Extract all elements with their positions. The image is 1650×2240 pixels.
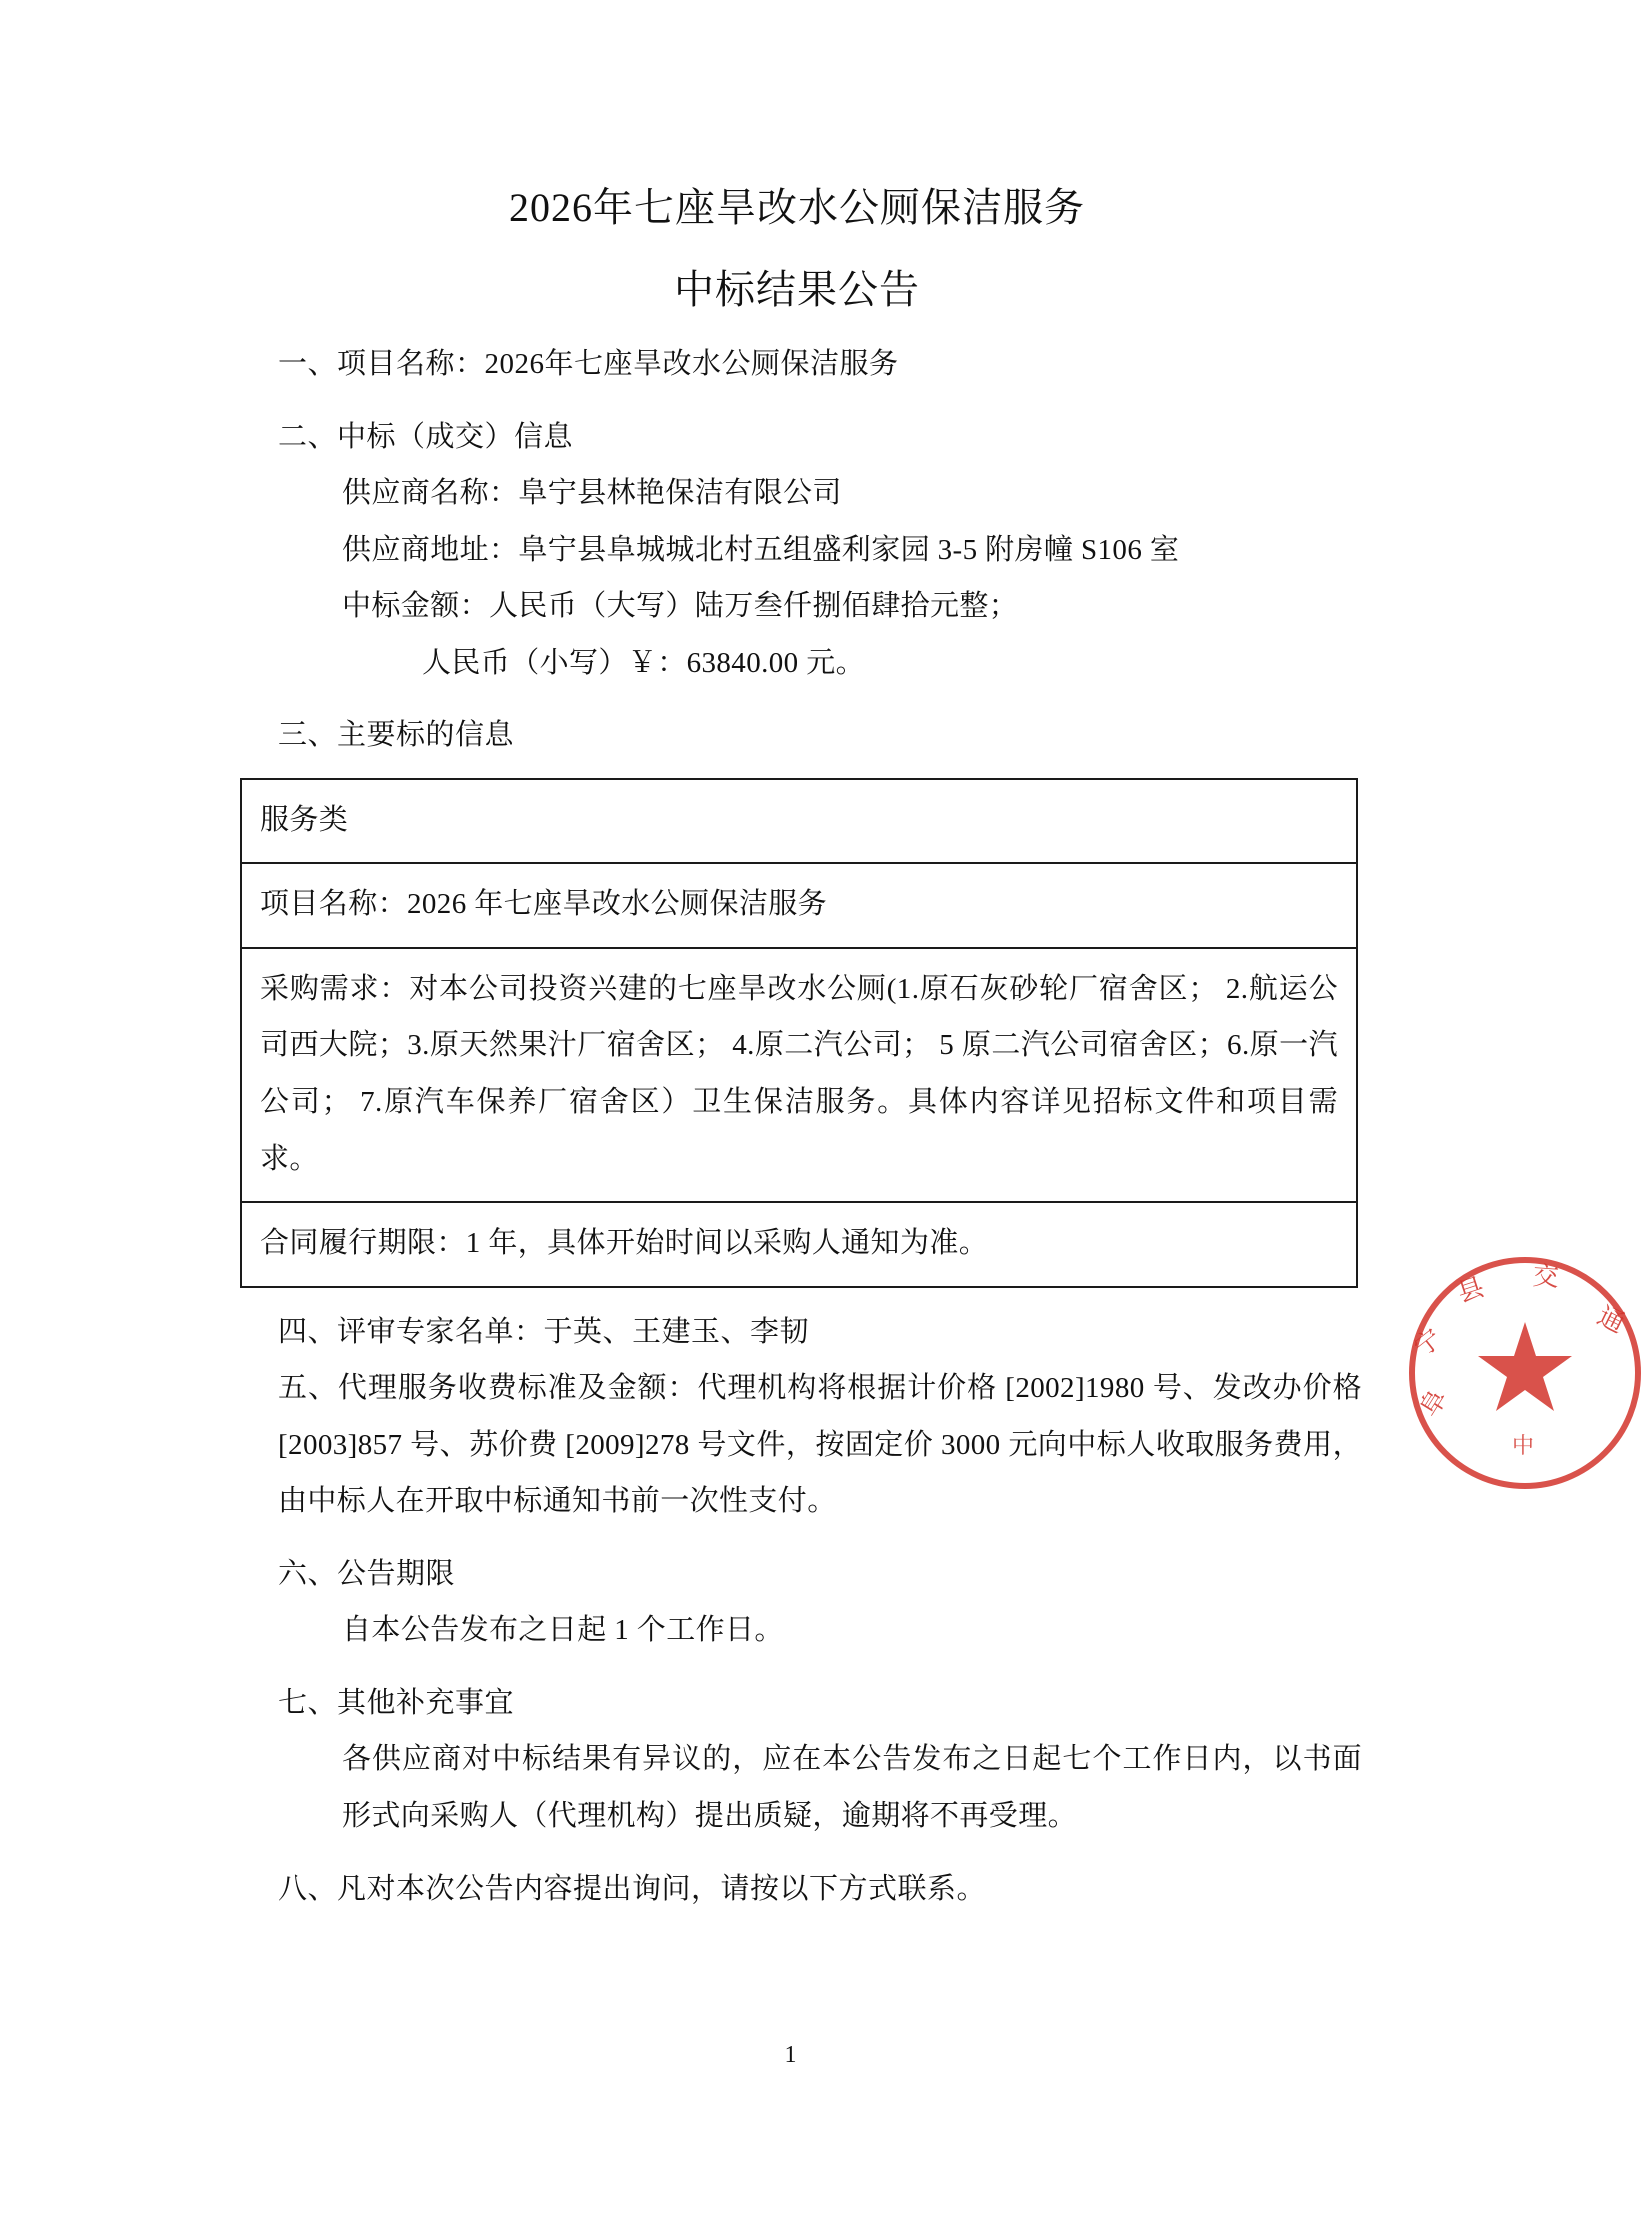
table-row — [241, 779, 1357, 864]
award-amount-upper: 中标金额：人民币（大写）陆万叁仟捌佰肆拾元整； — [342, 590, 1019, 623]
award-amount-lower: 人民币（小写）￥：63840.00 元。 — [422, 646, 866, 679]
svg-text:县: 县 — [1453, 1272, 1488, 1309]
page-number: 1 — [784, 2042, 797, 2068]
svg-text:交: 交 — [1531, 1261, 1560, 1293]
section-announcement-period-heading: 六、公告期限 — [278, 1557, 456, 1590]
table-cell-contract-period: 合同履行期限：1 年，具体开始时间以采购人通知为准。 — [241, 1202, 1357, 1287]
svg-text:阜: 阜 — [1414, 1384, 1453, 1422]
svg-text:通: 通 — [1592, 1301, 1630, 1339]
document-body — [232, 178, 1362, 1917]
section-project-name: 一、项目名称：2026年七座旱改水公厕保洁服务 — [278, 348, 899, 380]
main-subject-table — [240, 778, 1358, 1288]
table-row — [241, 863, 1357, 948]
section-award-info-heading: 二、中标（成交）信息 — [278, 420, 574, 453]
table-row — [241, 948, 1357, 1202]
section-review-experts: 四、评审专家名单：于英、王建玉、李韧 — [278, 1315, 810, 1348]
table-cell-project-name: 项目名称：2026 年七座旱改水公厕保洁服务 — [241, 863, 1357, 948]
table-cell-procurement-requirement: 采购需求：对本公司投资兴建的七座旱改水公厕(1.原石灰砂轮厂宿舍区； 2.航运公司西大院；3.原天然果汁厂宿舍区； 4.原二汽公司； 5 原二汽公司宿舍区；6.原一汽公司； 7.原汽车保养厂宿舍区）卫生保洁服务。具体内容详见招标文件和项目需求。 — [241, 948, 1357, 1202]
page-title-line1: 2026年七座旱改水公厕保洁服务 — [509, 185, 1085, 230]
section-supplementary-heading: 七、其他补充事宜 — [278, 1686, 515, 1719]
page-title-line2: 中标结果公告 — [674, 267, 920, 312]
section-contact: 八、凡对本次公告内容提出询问，请按以下方式联系。 — [278, 1872, 987, 1905]
announcement-period-body: 自本公告发布之日起 1 个工作日。 — [342, 1614, 784, 1647]
section-agency-fee: 五、代理服务收费标准及金额：代理机构将根据计价格 [2002]1980 号、发改办价格 [2003]857 号、苏价费 [2009]278 号文件，按固定价 3000 元向中标人收取服务费用，由中标人在开取中标通知书前一次性支付。 — [278, 1372, 1362, 1518]
svg-text:宁: 宁 — [1408, 1323, 1448, 1363]
supplier-name: 供应商名称：阜宁县林艳保洁有限公司 — [342, 477, 842, 510]
supplier-address: 供应商地址：阜宁县阜城城北村五组盛利家园 3-5 附房幢 S106 室 — [342, 533, 1180, 566]
svg-text:中: 中 — [1512, 1433, 1535, 1458]
official-seal-stamp — [1400, 1248, 1650, 1498]
table-row — [241, 1202, 1357, 1287]
supplementary-body: 各供应商对中标结果有异议的，应在本公告发布之日起七个工作日内，以书面形式向采购人（代理机构）提出质疑，逾期将不再受理。 — [342, 1743, 1362, 1833]
section-main-subject-heading: 三、主要标的信息 — [278, 719, 515, 752]
table-header-cell: 服务类 — [241, 779, 1357, 864]
